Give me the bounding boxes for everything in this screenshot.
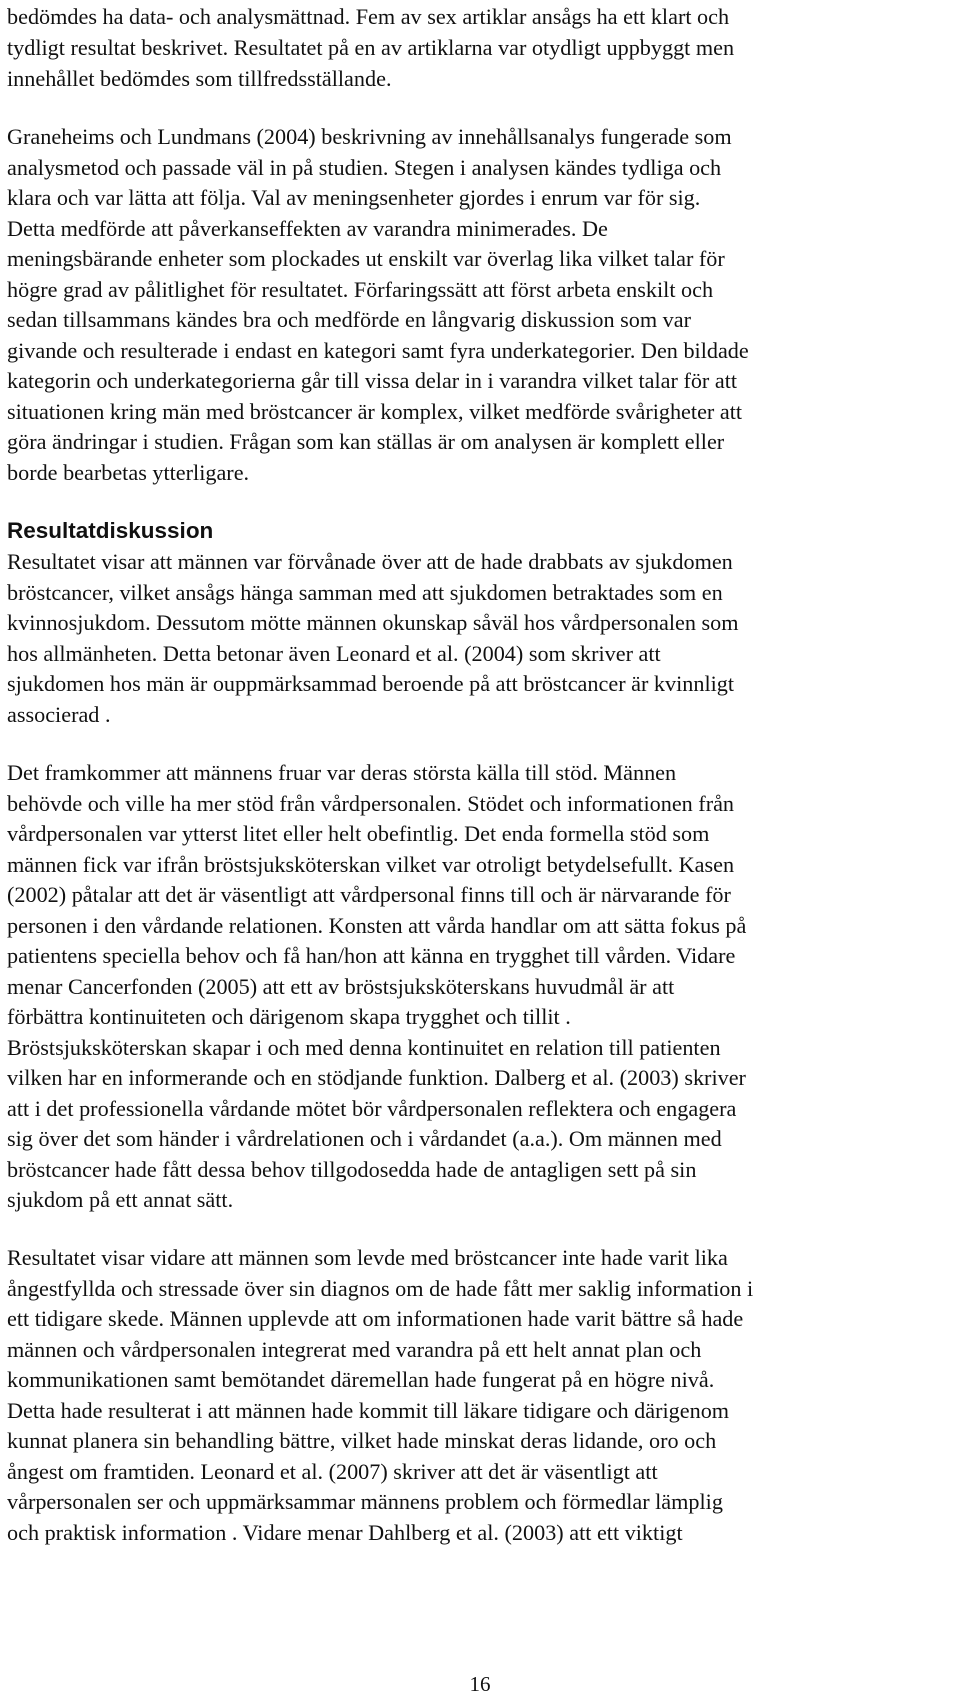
text-line: vilken har en informerande och en stödjande funktion. Dalberg et al. (2003) skriver	[7, 1065, 746, 1090]
text-line: innehållet bedömdes som tillfredsställande.	[7, 66, 392, 91]
text-line: menar Cancerfonden (2005) att ett av bröstsjuksköterskans huvudmål är att	[7, 974, 675, 999]
text-line: givande och resulterade i endast en kategori samt fyra underkategorier. Den bildade	[7, 338, 749, 363]
text-line: bedömdes ha data- och analysmättnad. Fem av sex artiklar ansågs ha ett klart och	[7, 4, 730, 29]
text-line: Resultatet visar att männen var förvånade över att de hade drabbats av sjukdomen	[7, 549, 733, 574]
text-line: vårpersonalen ser och uppmärksammar männens problem och förmedlar lämplig	[7, 1489, 723, 1514]
text-line: ångestfyllda och stressade över sin diagnos om de hade fått mer saklig information i	[7, 1276, 754, 1301]
text-line: behövde och ville ha mer stöd från vårdpersonalen. Stödet och informationen från	[7, 791, 735, 816]
text-line: Det framkommer att männens fruar var deras största källa till stöd. Männen	[7, 760, 677, 785]
text-line: bröstcancer, vilket ansågs hänga samman med att sjukdomen betraktades som en	[7, 580, 723, 605]
text-line: vårdpersonalen var ytterst litet eller helt obefintlig. Det enda formella stöd som	[7, 821, 710, 846]
text-line: Detta medförde att påverkanseffekten av varandra minimerades. De	[7, 216, 608, 241]
text-line: borde bearbetas ytterligare.	[7, 460, 250, 485]
text-line: sig över det som händer i vårdrelationen och i vårdandet (a.a.). Om männen med	[7, 1126, 722, 1151]
text-line: (2002) påtalar att det är väsentligt att vårdpersonal finns till och är närvarande för	[7, 882, 731, 907]
text-line: att i det professionella vårdande mötet bör vårdpersonalen reflektera och engagera	[7, 1096, 737, 1121]
text-line: Detta hade resulterat i att männen hade kommit till läkare tidigare och därigenom	[7, 1398, 730, 1423]
text-line: tydligt resultat beskrivet. Resultatet på en av artiklarna var otydligt uppbyggt men	[7, 35, 735, 60]
text-line: Resultatet visar vidare att männen som levde med bröstcancer inte hade varit lika	[7, 1245, 728, 1270]
text-line: klara och var lätta att följa. Val av meningsenheter gjordes i enrum var för sig.	[7, 185, 701, 210]
text-line: göra ändringar i studien. Frågan som kan ställas är om analysen är komplett eller	[7, 429, 725, 454]
text-line: meningsbärande enheter som plockades ut enskilt var överlag lika vilket talar för	[7, 246, 725, 271]
text-line: ett tidigare skede. Männen upplevde att om informationen hade varit bättre så hade	[7, 1306, 744, 1331]
text-line: Graneheims och Lundmans (2004) beskrivning av innehållsanalys fungerade som	[7, 124, 732, 149]
text-line: männen och vårdpersonalen integrerat med varandra på ett helt annat plan och	[7, 1337, 702, 1362]
section-heading: Resultatdiskussion	[7, 518, 214, 543]
text-line: analysmetod och passade väl in på studien. Stegen i analysen kändes tydliga och	[7, 155, 722, 180]
text-line: hos allmänheten. Detta betonar även Leonard et al. (2004) som skriver att	[7, 641, 661, 666]
text-line: och praktisk information . Vidare menar Dahlberg et al. (2003) att ett viktigt	[7, 1520, 683, 1545]
text-line: kommunikationen samt bemötandet däremellan hade fungerat på en högre nivå.	[7, 1367, 715, 1392]
text-line: personen i den vårdande relationen. Konsten att vårda handlar om att sätta fokus på	[7, 913, 747, 938]
text-line: Bröstsjuksköterskan skapar i och med denna kontinuitet en relation till patienten	[7, 1035, 721, 1060]
page-number: 16	[469, 1672, 491, 1696]
text-line: kvinnosjukdom. Dessutom mötte männen okunskap såväl hos vårdpersonalen som	[7, 610, 739, 635]
text-line: sjukdomen hos män är ouppmärksammad beroende på att bröstcancer är kvinnligt	[7, 671, 735, 696]
text-line: kunnat planera sin behandling bättre, vilket hade minskat deras lidande, oro och	[7, 1428, 717, 1453]
text-line: ångest om framtiden. Leonard et al. (2007) skriver att det är väsentligt att	[7, 1459, 658, 1484]
text-line: situationen kring män med bröstcancer är komplex, vilket medförde svårigheter att	[7, 399, 743, 424]
text-line: kategorin och underkategorierna går till vissa delar in i varandra vilket talar för att	[7, 368, 738, 393]
text-line: associerad .	[7, 702, 111, 727]
text-line: förbättra kontinuiteten och därigenom skapa trygghet och tillit .	[7, 1004, 571, 1029]
text-line: bröstcancer hade fått dessa behov tillgodosedda hade de antagligen sett på sin	[7, 1157, 697, 1182]
text-line: sedan tillsammans kändes bra och medförde en långvarig diskussion som var	[7, 307, 691, 332]
text-line: patientens speciella behov och få han/hon att känna en trygghet till vården. Vidare	[7, 943, 736, 968]
text-line: högre grad av pålitlighet för resultatet. Förfaringssätt att först arbeta enskilt och	[7, 277, 714, 302]
text-line: sjukdom på ett annat sätt.	[7, 1187, 234, 1212]
text-line: männen fick var ifrån bröstsjuksköterskan vilket var otroligt betydelsefullt. Kasen	[7, 852, 735, 877]
